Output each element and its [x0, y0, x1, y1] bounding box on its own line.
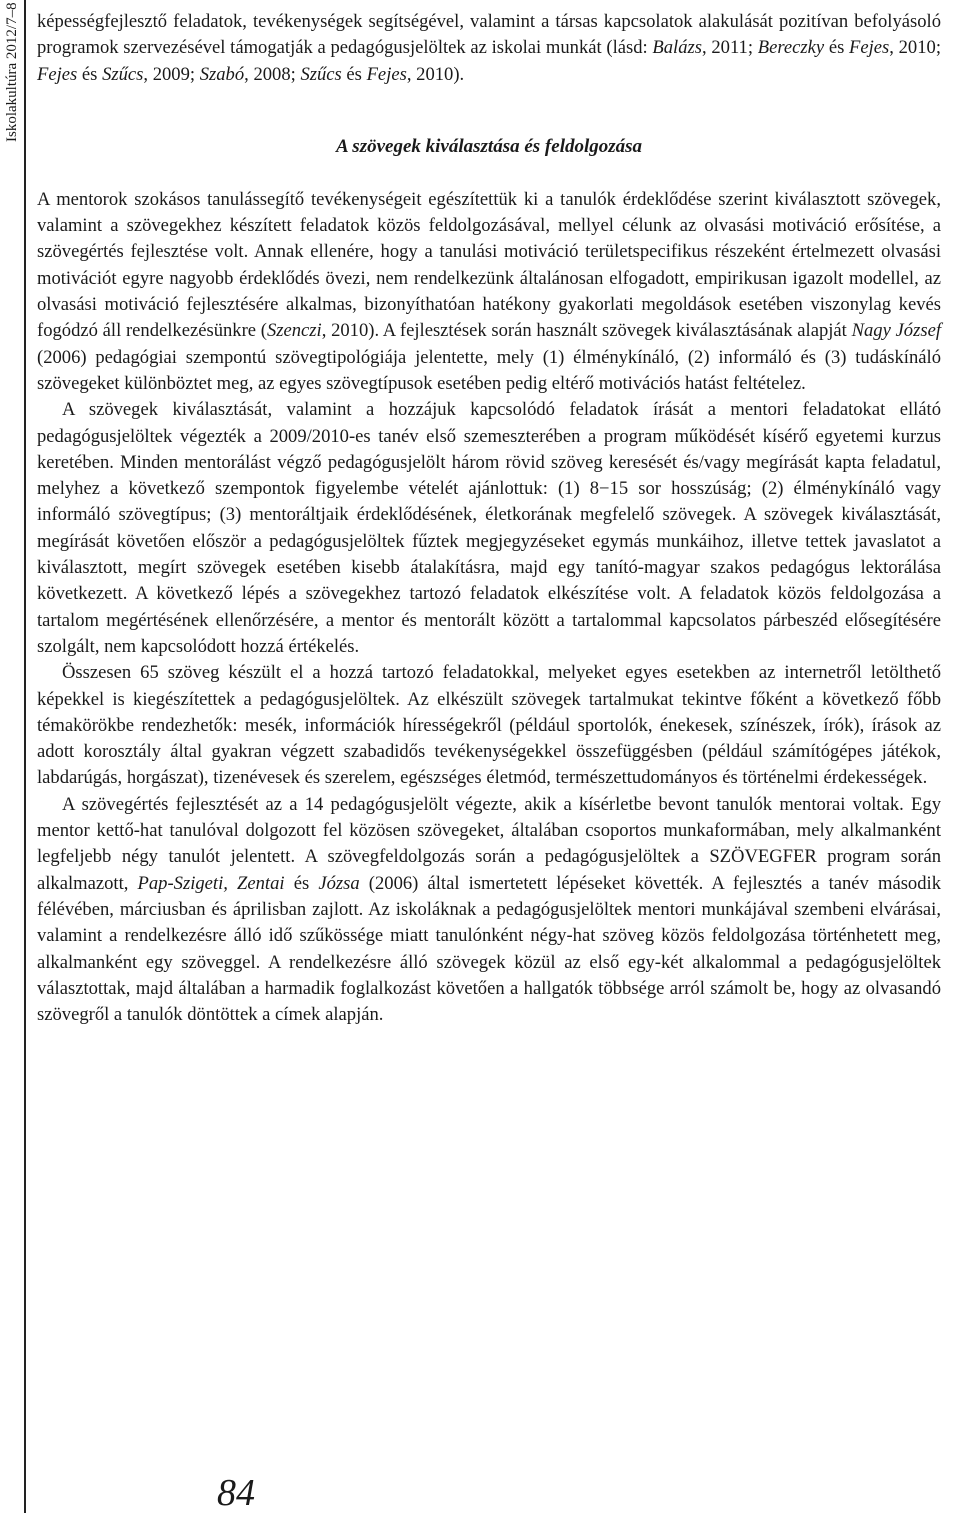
- text-run: (2006) által ismertetett lépéseket követték. A fejlesztés a tanév második félévében, márciusban és áprilisban zajlott. Az iskoláknak a pedagógusjelöltek mentori munkájával szembeni elvárásai, valamint a rendelkezésre álló idő szűkössége miatt tanulónként négy-hat szöveg közös feldolgozása történhetett meg, alkalmanként egy szöveggel. A rendelkezésre álló szövegek közül az első egy-két alkalommal a pedagógusjelöltek választottak, majd általában a harmadik foglalkozást követően a hallgatók többsége arról számolt be, hogy az olvasandó szövegről a tanulók döntöttek a címek alapján.: [37, 872, 941, 1026]
- paragraph-4: [37, 792, 941, 1029]
- citation-author: Szabó: [199, 63, 245, 85]
- text-run: , 2010). A fejlesztések során használt szövegek kiválasztásának alapját: [321, 320, 852, 342]
- text-run: , 2009;: [143, 63, 200, 85]
- text-run: (2006) pedagógiai szempontú szövegtipológiája jelentette, mely (1) élménykínáló, (2) informáló és (3) tudáskínáló szövegeket különböztet meg, az egyes szövegtípusok esetében pedig eltérő motivációs hatást feltételez.: [37, 346, 941, 394]
- text-run: A mentorok szokásos tanulássegítő tevékenységeit egészítettük ki a tanulók érdeklődése szerint kiválasztott szövegek, valamint a szövegekhez készített feladatok közös feldolgozásával, mellyel célunk az olvasási motiváció erősítése, a szövegértés fejlesztése volt. Annak ellenére, hogy a tanulási motiváció területspecifikus részeként értelmezett olvasási motivációt egyre nagyobb érdeklődés övezi, nem rendelkezünk általánosan elfogadott, empirikusan igazolt modellel, az olvasási motiváció fejlesztésére alkalmas, bizonyíthatóan hatékony gyakorlati megoldások esetében viszonylag kevés fogódzó áll rendelkezésünkre (: [37, 188, 941, 342]
- article-body: [37, 9, 941, 1028]
- section-heading: A szövegek kiválasztása és feldolgozása: [335, 135, 643, 157]
- text-run: és: [284, 872, 319, 894]
- citation-author: Pap-Szigeti, Zentai: [137, 872, 285, 894]
- text-run: A szövegértés fejlesztését az a 14 pedagógusjelölt végezte, akik a kísérletbe bevont tanulók mentorai voltak. Egy mentor kettő-hat tanulóval dolgozott fel közösen szövegeket, általában csoportos munkaformában, mely alkalmanként legfeljebb négy tanulót jelentett. A szövegfeldolgozás során a pedagógusjelöltek a SZÖVEGFER program során alkalmazott,: [37, 793, 941, 894]
- paragraph-1: [37, 187, 941, 397]
- text-run: és: [341, 63, 367, 85]
- page-number: 84: [217, 1472, 255, 1514]
- text-run: , 2008;: [244, 63, 301, 85]
- citation-author: Fejes: [849, 37, 890, 59]
- citation-author: Bereczky: [757, 37, 825, 59]
- paragraph-3: Összesen 65 szöveg készült el a hozzá tartozó feladatokkal, melyeket egyes esetekben az internetről letölthető képekkel is kiegészítettek a pedagógusjelöltek. Az elkészült szövegek tartalmukat tekintve főként a következő főbb témakörökbe rendezhetők: mesék, információk hírességekről (például sportolók, énekesek, színészek, írók), írások az adott korosztály által gyakran végzett szabadidős tevékenységekkel összefüggésben (például számítógépes játékok, labdarúgás, horgászat), tizenévesek és szerelem, egészséges életmód, természettudományos és történelmi érdekességek.: [37, 662, 941, 789]
- text-run: , 2011;: [702, 37, 758, 59]
- text-run: , 2010).: [406, 63, 465, 85]
- citation-author: Fejes: [366, 63, 407, 85]
- intro-paragraph: [37, 9, 941, 88]
- citation-author: Szenczi: [266, 320, 322, 342]
- citation-author: Fejes: [37, 63, 78, 85]
- citation-author: Balázs: [652, 37, 702, 59]
- citation-author: Józsa: [318, 872, 360, 894]
- paragraph-2: A szövegek kiválasztását, valamint a hozzájuk kapcsolódó feladatok írását a mentori feladatokat ellátó pedagógusjelöltek végezték a 2009/2010-es tanév első szemeszterében a program működését kísérő egyetemi kurzus keretében. Minden mentorálást végző pedagógusjelölt három rövid szöveg keresését és/vagy megírását kapta feladatul, melyhez a következő szempontok figyelembe vételét ajánlottuk: (1) 8−15 sor hosszúság; (2) élménykínáló vagy informáló szövegtípus; (3) mentoráltjaik érdeklődésének, életkorának megfelelő szövegek. A szövegek kiválasztását, megírását követően először a pedagógusjelöltek fűztek megjegyzéseket egymás munkáihoz, illetve tettek javaslatot a kiválasztott, megírt szövegek esetében kisebb átalakításra, majd egy tanító-magyar szakos pedagógus lektorálása következett. A következő lépés a szövegekhez tartozó feladatok elkészítése volt. A feladatok közös feldolgozása a tartalom megértésének ellenőrzésére, a mentor és mentorált között a tartalommal kapcsolatos párbeszéd elősegítésére szolgált, nem kapcsolódott hozzá értékelés.: [37, 399, 941, 657]
- vertical-rule: [24, 0, 26, 1513]
- citation-author: Szűcs: [102, 63, 144, 85]
- citation-author: Nagy József: [851, 320, 941, 342]
- text-run: és: [824, 37, 850, 59]
- journal-running-title: Iskolakultúra 2012/7–8: [4, 2, 20, 142]
- text-run: képességfejlesztő feladatok, tevékenységek segítségével, valamint a társas kapcsolatok alakulását pozitívan befolyásoló programok szervezésével támogatják a pedagógusjelöltek az iskolai munkát (lásd:: [37, 11, 941, 59]
- citation-author: Szűcs: [300, 63, 342, 85]
- text-run: , 2010;: [889, 37, 941, 59]
- running-header-sidebar: [0, 0, 26, 1513]
- text-run: és: [77, 63, 103, 85]
